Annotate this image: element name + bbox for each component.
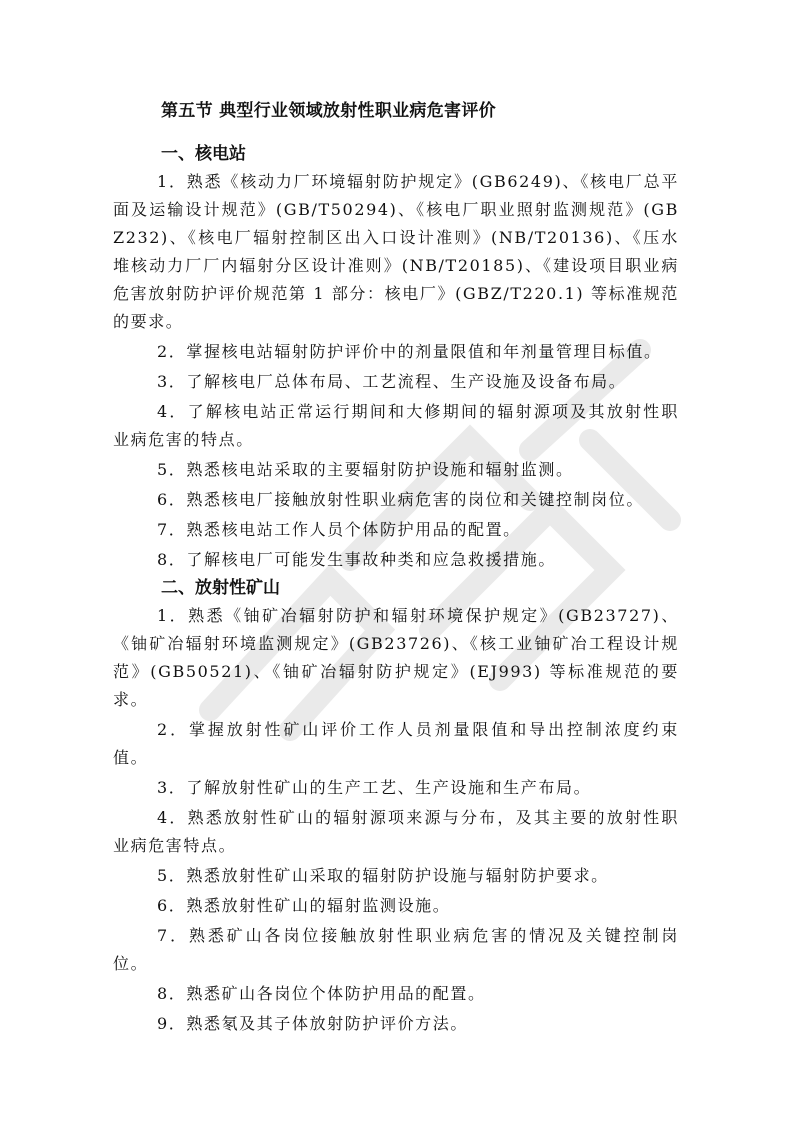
section-heading: 一、核电站 — [161, 144, 246, 164]
section-radioactive-mine — [113, 574, 679, 1038]
list-item: 9．熟悉氡及其子体放射防护评价方法。 — [157, 1014, 468, 1033]
list-item: 8．熟悉矿山各岗位个体防护用品的配置。 — [157, 984, 486, 1003]
list-item: 5．熟悉核电站采取的主要辐射防护设施和辐射监测。 — [157, 460, 574, 479]
list-item: 7．熟悉核电站工作人员个体防护用品的配置。 — [157, 520, 521, 539]
section-title: 第五节 典型行业领域放射性职业病危害评价 — [161, 101, 496, 121]
list-item: 6．熟悉放射性矿山的辐射监测设施。 — [157, 896, 451, 915]
list-item: 2．掌握核电站辐射防护评价中的剂量限值和年剂量管理目标值。 — [157, 342, 662, 361]
document-body — [113, 96, 679, 1038]
section-nuclear-power — [113, 140, 679, 574]
list-item: 7．熟悉矿山各岗位接触放射性职业病危害的情况及关键控制岗位。 — [113, 926, 679, 973]
list-item: 4．了解核电站正常运行期间和大修期间的辐射源项及其放射性职业病危害的特点。 — [113, 402, 679, 449]
list-item: 2．掌握放射性矿山评价工作人员剂量限值和导出控制浓度约束值。 — [113, 720, 679, 767]
list-item: 5．熟悉放射性矿山采取的辐射防护设施与辐射防护要求。 — [157, 866, 609, 885]
list-item: 3．了解核电厂总体布局、工艺流程、生产设施及设备布局。 — [157, 372, 627, 391]
section-heading: 二、放射性矿山 — [161, 578, 280, 598]
list-item: 6．熟悉核电厂接触放射性职业病危害的岗位和关键控制岗位。 — [157, 490, 644, 509]
list-item: 4．熟悉放射性矿山的辐射源项来源与分布，及其主要的放射性职业病危害特点。 — [113, 808, 679, 855]
list-item: 8．了解核电厂可能发生事故种类和应急救援措施。 — [157, 550, 556, 569]
list-item: 1．熟悉《铀矿冶辐射防护和辐射环境保护规定》(GB23727)、《铀矿冶辐射环境监测规定》(GB23726)、《核工业铀矿冶工程设计规范》(GB50521)、《铀矿冶辐射防护规定》(EJ993) 等标准规范的要求。 — [113, 606, 679, 709]
list-item: 3．了解放射性矿山的生产工艺、生产设施和生产布局。 — [157, 778, 592, 797]
list-item: 1．熟悉《核动力厂环境辐射防护规定》(GB6249)、《核电厂总平面及运输设计规范》(GB/T50294)、《核电厂职业照射监测规范》(GBZ232)、《核电厂辐射控制区出入口设计准则》(NB/T20136)、《压水堆核动力厂厂内辐射分区设计准则》(NB/T20185)、《建设项目职业病危害放射防护评价规范第 1 部分：核电厂》(GBZ/T220.1) 等标准规范的要求。 — [113, 172, 679, 331]
